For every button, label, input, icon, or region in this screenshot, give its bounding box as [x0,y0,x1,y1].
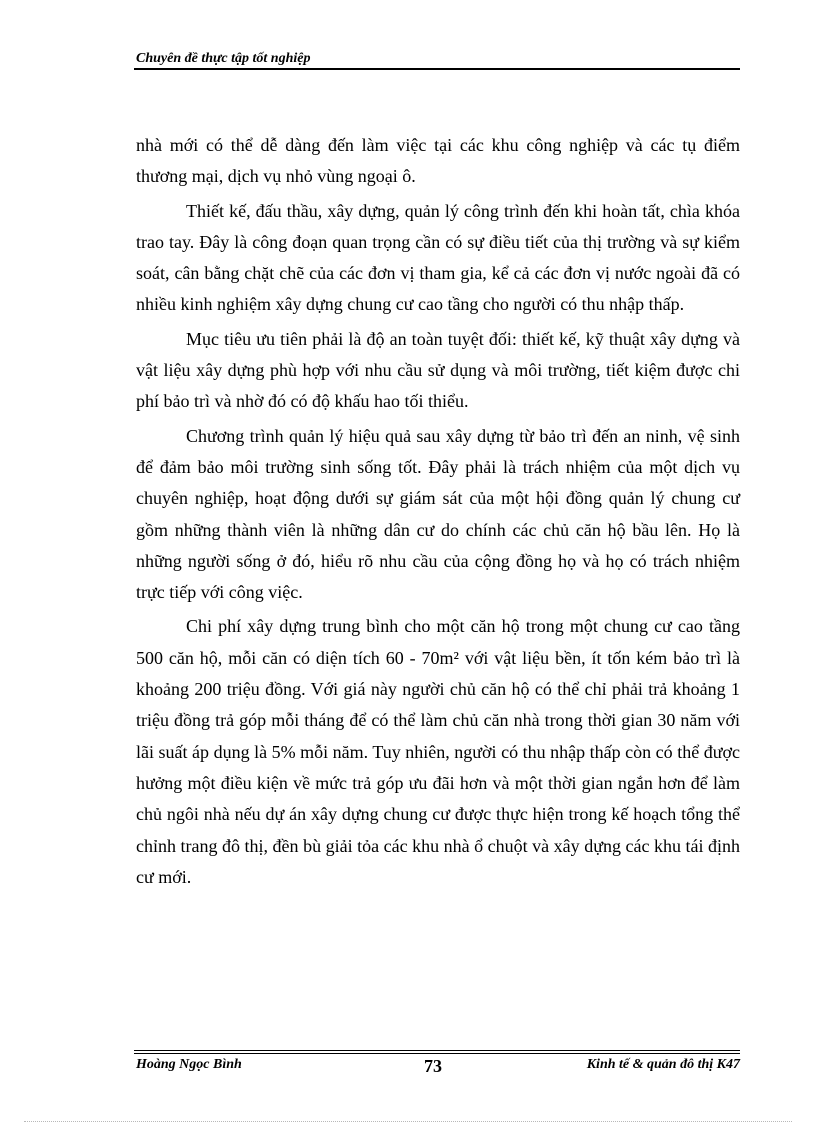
header-title: Chuyên đề thực tập tốt nghiệp [136,51,311,66]
paragraph-management-program: Chương trình quản lý hiệu quả sau xây dựng từ bảo trì đến an ninh, vệ sinh để đảm bảo môi trường sinh sống tốt. Đây phải là trách nhiệm của một dịch vụ chuyên nghiệp, hoạt động dưới sự giám sát của một hội đồng quản lý chung cư gồm những thành viên là những dân cư do chính các chủ căn hộ bầu lên. Họ là những người sống ở đó, hiểu rõ nhu cầu của cộng đồng họ và họ có trách nhiệm trực tiếp với công việc. [136,425,740,603]
page-footer [134,1050,740,1080]
page-bottom-border [24,1121,792,1122]
page-header [134,48,740,70]
footer-rule [134,1050,740,1051]
footer-rule [134,1053,740,1054]
paragraph-design-bidding: Thiết kế, đấu thầu, xây dựng, quản lý công trình đến khi hoàn tất, chìa khóa trao tay. Đây là công đoạn quan trọng cần có sự điều tiết của thị trường và sự kiểm soát, cân bằng chặt chẽ của các đơn vị tham gia, kể cả các đơn vị nước ngoài đã có nhiều kinh nghiệm xây dựng chung cư cao tầng cho người có thu nhập thấp. [136,200,740,315]
paragraph-safety-goal: Mục tiêu ưu tiên phải là độ an toàn tuyệt đối: thiết kế, kỹ thuật xây dựng và vật liệu xây dựng phù hợp với nhu cầu sử dụng và môi trường, tiết kiệm được chi phí bảo trì và nhờ đó có độ khấu hao tối thiểu. [136,328,740,412]
footer-author: Hoàng Ngọc Bình [136,1057,242,1072]
page-number: 73 [424,1056,442,1076]
paragraph-construction-cost: Chi phí xây dựng trung bình cho một căn hộ trong một chung cư cao tầng 500 căn hộ, mỗi căn có diện tích 60 - 70m² với vật liệu bền, ít tốn kém bảo trì là khoảng 200 triệu đồng. Với giá này người chủ căn hộ có thể chỉ phải trả khoảng 1 triệu đồng trả góp mỗi tháng để có thể làm chủ căn nhà trong thời gian 30 năm với lãi suất áp dụng là 5% mỗi năm. Tuy nhiên, người có thu nhập thấp còn có thể được hưởng một điều kiện về mức trả góp ưu đãi hơn và một thời gian ngắn hơn để làm chủ ngôi nhà nếu dự án xây dựng chung cư được thực hiện trong kế hoạch tổng thể chỉnh trang đô thị, đền bù giải tỏa các khu nhà ổ chuột và xây dựng các khu tái định cư mới. [136,616,740,887]
body-text [136,130,740,896]
footer-department: Kinh tế & quản đô thị K47 [586,1057,740,1072]
paragraph-continued: nhà mới có thể dễ dàng đến làm việc tại các khu công nghiệp và các tụ điểm thương mại, dịch vụ nhỏ vùng ngoại ô. [136,135,740,187]
header-rule [134,68,740,70]
